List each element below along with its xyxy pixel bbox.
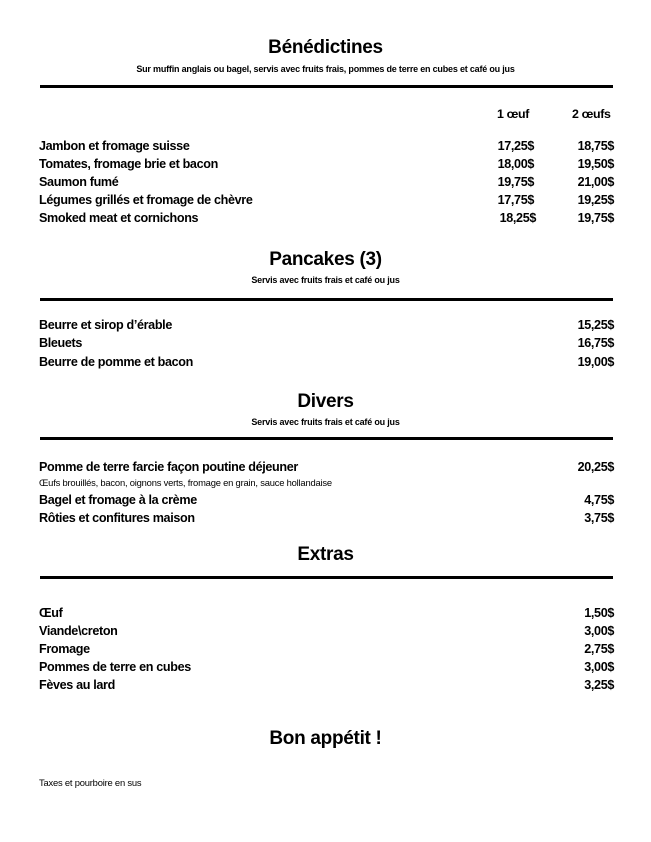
item-price-2-eggs: 18,75$ [577, 139, 614, 153]
column-header-2-eggs: 2 œufs [572, 107, 611, 121]
item-price-2-eggs: 21,00$ [577, 175, 614, 189]
item-price-2-eggs: 19,75$ [577, 211, 614, 225]
item-name: Bleuets [39, 336, 83, 350]
item-price-1-egg: 18,25$ [499, 211, 536, 225]
menu-item [39, 509, 614, 527]
item-name: Fèves au lard [39, 678, 115, 692]
item-price: 1,50$ [584, 606, 614, 620]
menu-item [39, 191, 614, 209]
menu-item [39, 622, 614, 640]
section-divider [40, 437, 613, 440]
item-price-2-eggs: 19,25$ [577, 193, 614, 207]
item-price-1-egg: 17,75$ [497, 193, 534, 207]
item-price-1-egg: 19,75$ [497, 175, 534, 189]
item-description: Œufs brouillés, bacon, oignons verts, fromage en grain, sauce hollandaise [39, 477, 332, 488]
section-subtitle-pancakes: Servis avec fruits frais et café ou jus [251, 275, 400, 285]
section-divider [40, 298, 613, 301]
item-name: Œuf [39, 606, 63, 620]
section-title-benedictines: Bénédictines [268, 37, 383, 58]
menu-item [39, 155, 614, 173]
menu-item [39, 676, 614, 694]
item-price: 2,75$ [584, 642, 614, 656]
item-name: Bagel et fromage à la crème [39, 493, 197, 507]
menu-item [39, 640, 614, 658]
item-price: 3,00$ [584, 660, 614, 674]
menu-item [39, 209, 614, 227]
item-name: Smoked meat et cornichons [39, 211, 199, 225]
menu-item [39, 137, 614, 155]
section-title-pancakes: Pancakes (3) [269, 249, 382, 270]
item-price: 3,75$ [584, 511, 614, 525]
item-name: Tomates, fromage brie et bacon [39, 157, 218, 171]
closing-message: Bon appétit ! [269, 728, 382, 749]
menu-item [39, 658, 614, 676]
footer-note: Taxes et pourboire en sus [39, 777, 142, 788]
item-price-2-eggs: 19,50$ [577, 157, 614, 171]
item-price: 19,00$ [577, 355, 614, 369]
item-price: 20,25$ [577, 460, 614, 474]
section-subtitle-benedictines: Sur muffin anglais ou bagel, servis avec fruits frais, pommes de terre en cubes et café ou jus [136, 64, 515, 74]
menu-item [39, 604, 614, 622]
item-name: Rôties et confitures maison [39, 511, 195, 525]
section-divider [40, 85, 613, 88]
item-name: Fromage [39, 642, 90, 656]
item-price-1-egg: 17,25$ [497, 139, 534, 153]
menu-item [39, 316, 614, 334]
item-name: Légumes grillés et fromage de chèvre [39, 193, 253, 207]
item-price: 15,25$ [577, 318, 614, 332]
item-name: Beurre de pomme et bacon [39, 355, 193, 369]
item-price-1-egg: 18,00$ [497, 157, 534, 171]
item-name: Pommes de terre en cubes [39, 660, 191, 674]
section-subtitle-divers: Servis avec fruits frais et café ou jus [251, 417, 400, 427]
menu-item [39, 458, 614, 476]
section-title-extras: Extras [297, 544, 354, 565]
item-name: Beurre et sirop d’érable [39, 318, 172, 332]
column-header-1-egg: 1 œuf [497, 107, 529, 121]
item-price: 3,25$ [584, 678, 614, 692]
item-name: Pomme de terre farcie façon poutine déjeuner [39, 460, 298, 474]
item-name: Viande\creton [39, 624, 118, 638]
item-price: 3,00$ [584, 624, 614, 638]
section-divider [40, 576, 613, 579]
menu-item [39, 334, 614, 352]
menu-item [39, 353, 614, 371]
item-name: Saumon fumé [39, 175, 119, 189]
item-price: 16,75$ [577, 336, 614, 350]
item-name: Jambon et fromage suisse [39, 139, 190, 153]
menu-item [39, 173, 614, 191]
menu-item [39, 491, 614, 509]
section-title-divers: Divers [297, 391, 354, 412]
item-price: 4,75$ [584, 493, 614, 507]
